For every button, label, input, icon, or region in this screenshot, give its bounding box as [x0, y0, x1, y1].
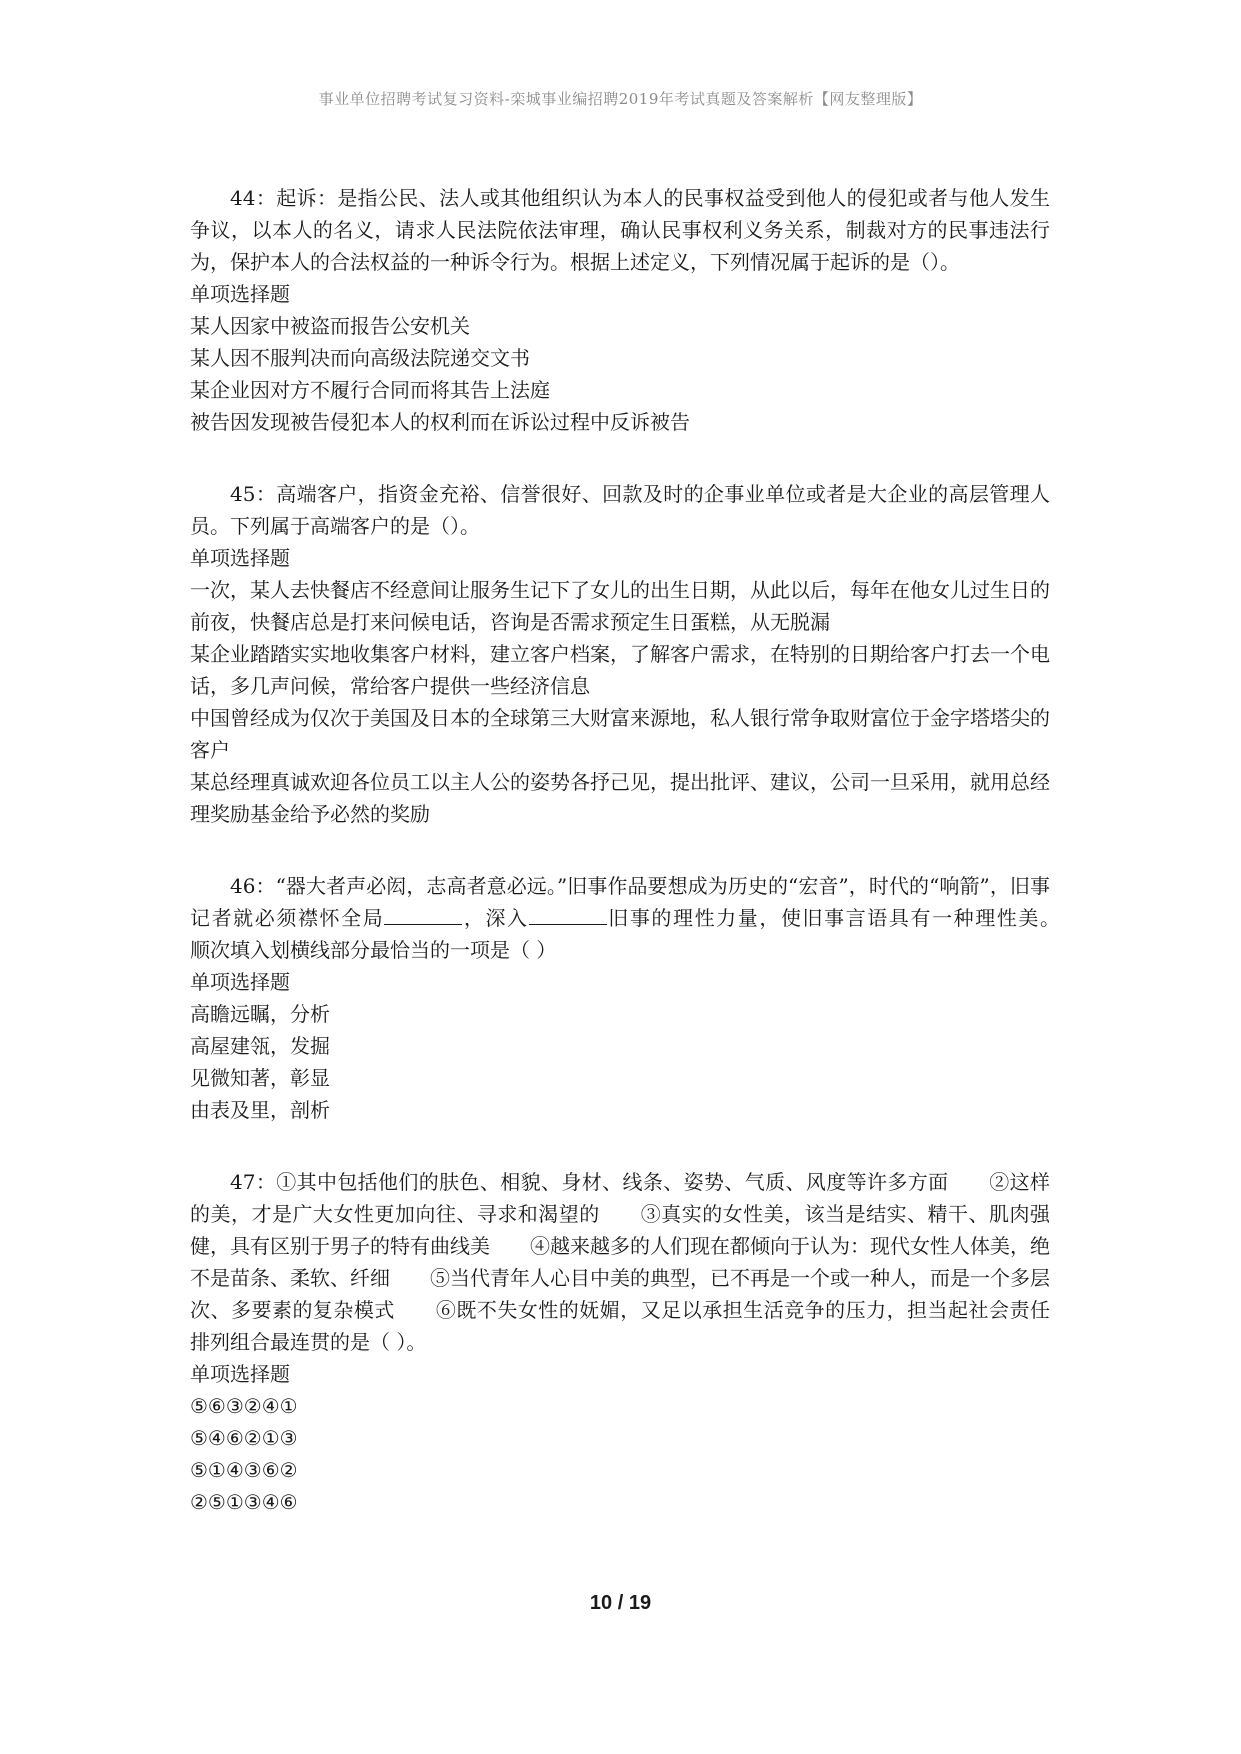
question-stem: 47：①其中包括他们的肤色、相貌、身材、线条、姿势、气质、风度等许多方面 ②这样的美，才是广大女性更加向往、寻求和渴望的 ③真实的女性美，该当是结实、精干、肌肉强健，具有区别于男子的特有曲线美 ④越来越多的人们现在都倾向于认为：现代女性人体美，绝不是苗条、柔软、纤细 ⑤当代青年人心目中美的典型，已不再是一个或一种人，而是一个多层次、多要素的复杂模式 ⑥既不失女性的妩媚，又足以承担生活竞争的压力，担当起社会责任 排列组合最连贯的是（ ）。	[190, 1170, 1090, 1354]
option-c: 某企业因对方不履行合同而将其告上法庭	[190, 378, 550, 402]
stem-text-3: 旧事的理性力量，使旧事言语具有一种理性美。 顺次填入划横线部分最恰当的一项是（ ）	[190, 906, 1091, 962]
question-type: 单项选择题	[190, 282, 290, 306]
option-list	[190, 1390, 1050, 1518]
page-header: 事业单位招聘考试复习资料-栾城事业编招聘2019年考试真题及答案解析【网友整理版】	[318, 90, 923, 108]
option-b: 某企业踏踏实实地收集客户材料，建立客户档案，了解客户需求，在特别的日期给客户打去一个电话，多几声问候，常给客户提供一些经济信息	[190, 642, 1050, 698]
option-d: 被告因发现被告侵犯本人的权利而在诉讼过程中反诉被告	[190, 410, 690, 434]
stem-text-2: ，深入	[462, 906, 529, 930]
option-d: ②⑤①③④⑥	[190, 1490, 298, 1514]
question-45	[190, 478, 1050, 830]
option-d: 某总经理真诚欢迎各位员工以主人公的姿势各抒己见，提出批评、建议，公司一旦采用，就用总经理奖励基金给予必然的奖励	[190, 770, 1050, 826]
option-c: 中国曾经成为仅次于美国及日本的全球第三大财富来源地，私人银行常争取财富位于金字塔塔尖的客户	[190, 706, 1050, 762]
option-list	[190, 998, 1050, 1126]
question-46	[190, 870, 1091, 1126]
option-c: ⑤①④③⑥②	[190, 1458, 298, 1482]
question-type: 单项选择题	[190, 970, 290, 994]
option-b: 某人因不服判决而向高级法院递交文书	[190, 346, 530, 370]
page-number: 10 / 19	[589, 1592, 652, 1614]
question-47	[190, 1166, 1090, 1518]
option-a: 高瞻远瞩，分析	[190, 1002, 330, 1026]
option-a: ⑤⑥③②④①	[190, 1394, 298, 1418]
option-list	[190, 310, 1050, 438]
document-body	[190, 182, 1091, 1558]
question-stem: 45：高端客户，指资金充裕、信誉很好、回款及时的企事业单位或者是大企业的高层管理人员。下列属于高端客户的是（）。	[190, 482, 1050, 538]
option-b: ⑤④⑥②①③	[190, 1426, 298, 1450]
option-a: 一次，某人去快餐店不经意间让服务生记下了女儿的出生日期，从此以后，每年在他女儿过生日的前夜，快餐店总是打来问候电话，咨询是否需求预定生日蛋糕，从无脱漏	[190, 578, 1050, 634]
question-44	[190, 182, 1050, 438]
option-d: 由表及里，剖析	[190, 1098, 330, 1122]
option-a: 某人因家中被盗而报告公安机关	[190, 314, 470, 338]
stem-text-1: 46：“器大者声必闳，志高者意必远。”旧事作品要想成为历史的“宏音”，时代的“响箭”，旧事记者就必须襟怀全局	[190, 874, 1050, 930]
option-b: 高屋建瓴，发掘	[190, 1034, 330, 1058]
question-stem: 44：起诉：是指公民、法人或其他组织认为本人的民事权益受到他人的侵犯或者与他人发生争议，以本人的名义，请求人民法院依法审理，确认民事权利义务关系，制裁对方的民事违法行为，保护本人的合法权益的一种诉令行为。根据上述定义，下列情况属于起诉的是（）。	[190, 186, 1050, 274]
option-list	[190, 574, 1050, 830]
question-type: 单项选择题	[190, 546, 290, 570]
fill-blank-1	[384, 904, 462, 925]
question-type: 单项选择题	[190, 1362, 290, 1386]
option-c: 见微知著，彰显	[190, 1066, 330, 1090]
fill-blank-2	[529, 904, 607, 925]
question-stem	[190, 870, 1091, 966]
